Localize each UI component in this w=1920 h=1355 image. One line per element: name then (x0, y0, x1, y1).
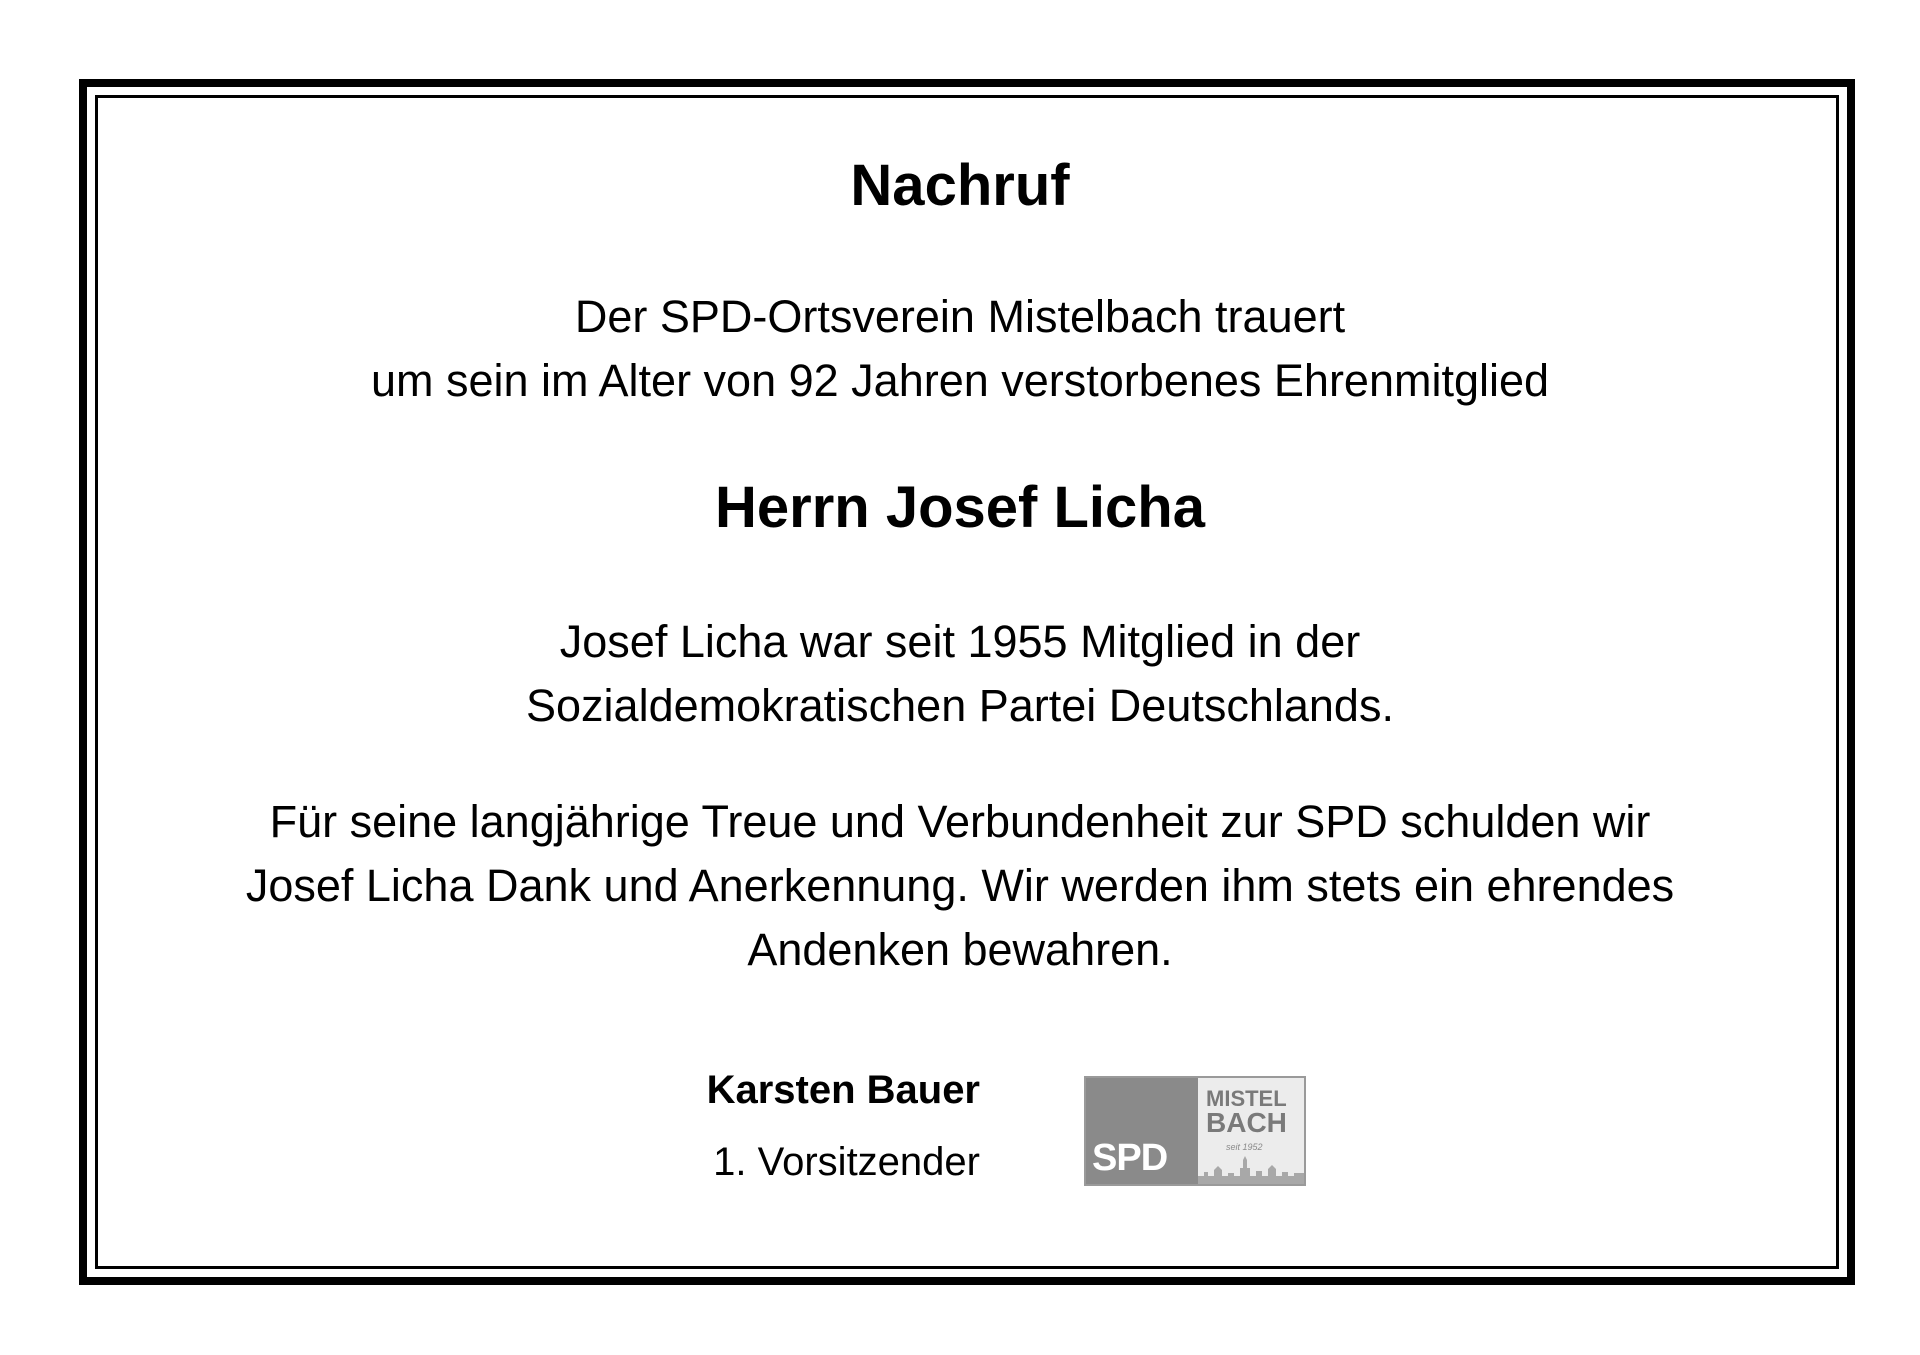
logo-party-panel (1086, 1078, 1196, 1184)
logo-since-text: seit 1952 (1226, 1142, 1263, 1152)
intro-line: Der SPD-Ortsverein Mistelbach trauert (574, 291, 1346, 342)
logo-party-text: SPD (1092, 1137, 1168, 1179)
signer-name: Karsten Bauer (706, 1068, 980, 1112)
membership-line: Sozialdemokratischen Partei Deutschlands. (526, 680, 1394, 731)
signature-block (707, 1058, 980, 1194)
membership-text (0, 610, 1920, 738)
honoree-name: Herrn Josef Licha (715, 475, 1205, 540)
spd-mistelbach-logo (1084, 1076, 1306, 1186)
membership-line: Josef Licha war seit 1955 Mitglied in der (559, 616, 1361, 667)
tribute-line: Für seine langjährige Treue und Verbundenheit zur SPD schulden wir (269, 796, 1651, 847)
signer-role: 1. Vorsitzender (713, 1140, 980, 1184)
intro-line: um sein im Alter von 92 Jahren verstorbenes Ehrenmitglied (370, 355, 1550, 406)
intro-text (0, 285, 1920, 413)
tribute-text (0, 790, 1920, 982)
tribute-line: Andenken bewahren. (747, 924, 1173, 975)
town-silhouette-icon (1198, 1156, 1304, 1184)
tribute-line: Josef Licha Dank und Anerkennung. Wir werden ihm stets ein ehrendes (245, 860, 1675, 911)
logo-town-panel (1198, 1078, 1304, 1184)
logo-town-line2: BACH (1206, 1107, 1287, 1138)
notice-title: Nachruf (850, 153, 1070, 218)
logo-town-line1: MISTEL (1206, 1086, 1287, 1111)
